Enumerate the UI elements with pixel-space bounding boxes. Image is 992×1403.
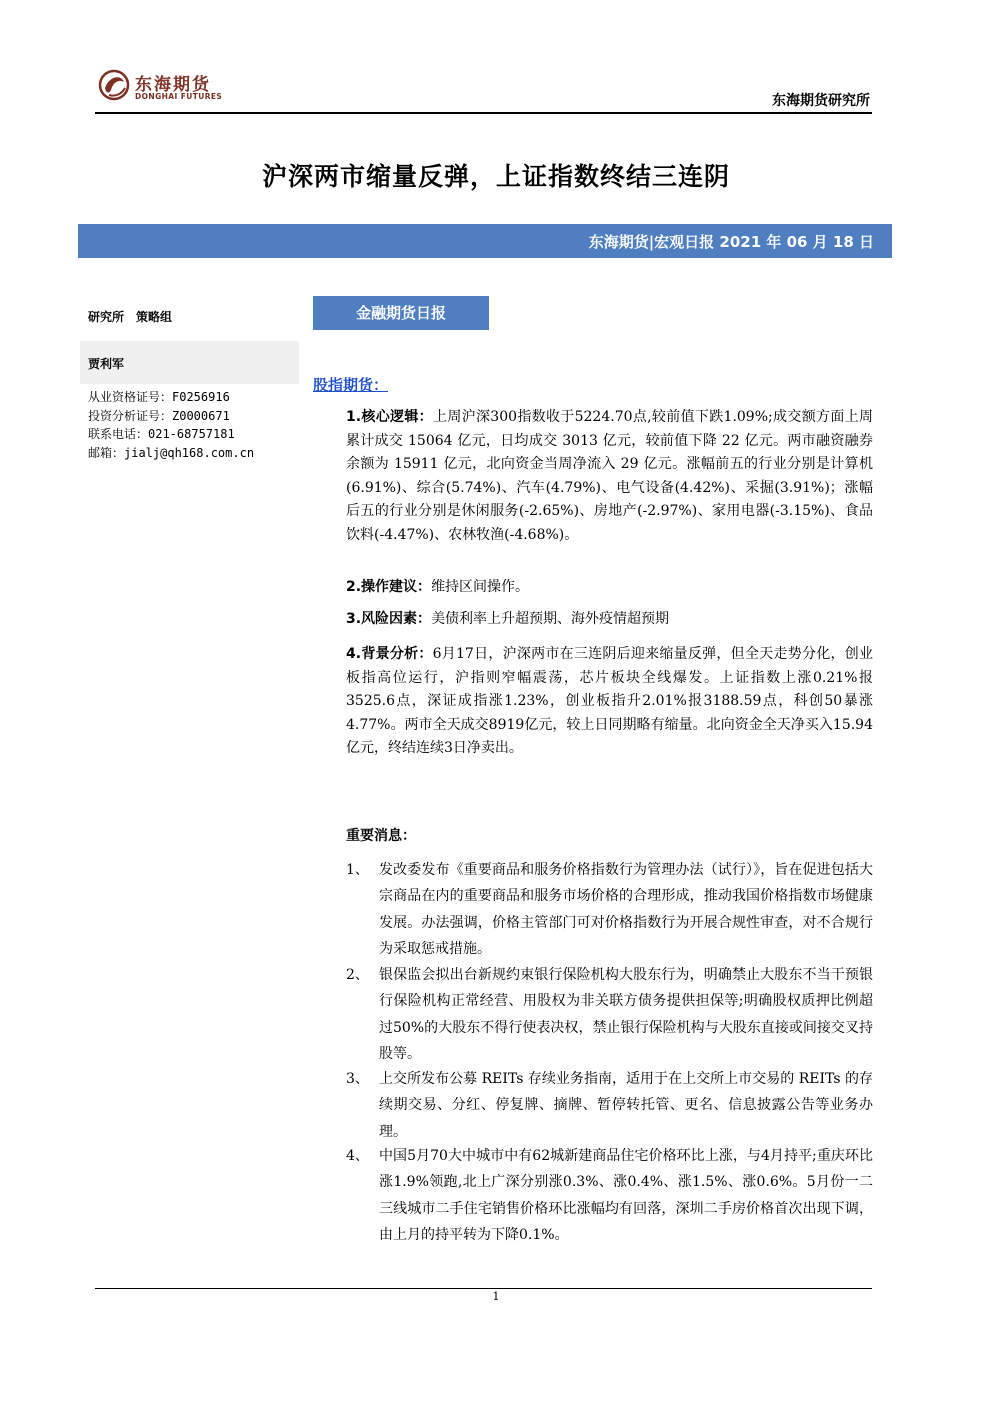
point-core-logic (346, 406, 873, 547)
news-item-text: 银保监会拟出台新规约束银行保险机构大股东行为，明确禁止大股东不当干预银行保险机构正常经营、用股权为非关联方债务提供担保等;明确股权质押比例超过50%的大股东不得行使表决权，禁止银行保险机构与大股东直接或间接交叉持股等。 (379, 967, 873, 1062)
sidebar-department (88, 308, 184, 325)
point-text: 维持区间操作。 (431, 579, 530, 595)
point-label: 4.背景分析： (346, 646, 433, 662)
report-title: 沪深两市缩量反弹，上证指数终结三连阴 (261, 162, 730, 191)
contact-phone: 联系电话：021-68757181 (88, 427, 235, 441)
news-item (346, 1066, 873, 1145)
news-item-text: 中国5月70大中城市中有62城新建商品住宅价格环比上涨，与4月持平;重庆环比涨1.9%领跑,北上广深分别涨0.3%、涨0.4%、涨1.5%、涨0.6%。5月份一二三线城市二手住宅销售价格环比涨幅均有回落，深圳二手房价格首次出现下调，由上月的持平转为下降0.1%。 (379, 1148, 873, 1243)
news-item-text: 上交所发布公募 REITs 存续业务指南，适用于在上交所上市交易的 REITs 的存续期交易、分红、停复牌、摘牌、暂停转托管、更名、信息披露公告等业务办理。 (379, 1071, 873, 1140)
dragon-logo-icon (97, 66, 131, 104)
page-number: 1 (492, 1290, 500, 1303)
qualification-number: 从业资格证号：F0256916 (88, 390, 230, 404)
news-item (346, 1143, 873, 1248)
logo-english-text: DONGHAI FUTURES (135, 92, 223, 101)
news-item-text: 发改委发布《重要商品和服务价格指数行为管理办法（试行）》，旨在促进包括大宗商品在内的重要商品和服务市场价格的合理形成，推动我国价格指数市场健康发展。办法强调，价格主管部门可对价格指数行为开展合规性审查，对不合规行为采取惩戒措施。 (379, 862, 873, 957)
news-item (346, 857, 873, 962)
point-operation-advice (346, 576, 873, 600)
news-item-number: 3、 (346, 1071, 369, 1087)
author-contact-info (88, 388, 254, 462)
institute-name: 东海期货研究所 (772, 93, 870, 109)
group-label: 策略组 (136, 310, 173, 324)
news-item-number: 4、 (346, 1148, 369, 1164)
company-logo (97, 66, 227, 106)
logo-chinese-text: 东海期货 (135, 75, 211, 95)
footer-divider (95, 1288, 872, 1289)
department-label: 研究所 (88, 310, 125, 324)
point-text: 上周沪深300指数收于5224.70点,较前值下跌1.09%;成交额方面上周累计成交 15064 亿元，日均成交 3013 亿元，较前值下降 22 亿元。两市融资融券余额为 15911 亿元，北向资金当周净流入 29 亿元。涨幅前五的行业分别是计算机(6.91%)、综合(5.74%)、汽车(4.79%)、电气设备(4.42%)、采掘(3.91%)；涨幅后五的行业分别是休闲服务(-2.65%)、房地产(-2.97%)、家用电器(-3.15%)、食品饮料(-4.47%)、农林牧渔(-4.68%)。 (346, 409, 873, 543)
point-label: 1.核心逻辑： (346, 409, 433, 425)
author-name: 贾利军 (88, 357, 125, 371)
point-label: 2.操作建议： (346, 579, 432, 595)
news-heading: 重要消息： (346, 828, 416, 844)
report-date-line: 东海期货|宏观日报 2021 年 06 月 18 日 (588, 233, 874, 251)
point-background-analysis (346, 643, 873, 761)
point-label: 3.风险因素： (346, 611, 432, 627)
author-box (80, 341, 299, 384)
point-text: 美债利率上升超预期、海外疫情超预期 (431, 611, 670, 627)
news-item-number: 2、 (346, 967, 369, 983)
section-tab-financial-futures: 金融期货日报 (313, 296, 489, 330)
section-heading-index-futures: 股指期货： (313, 376, 389, 394)
point-text: 6月17日，沪深两市在三连阴后迎来缩量反弹，但全天走势分化，创业板指高位运行，沪指则窄幅震荡，芯片板块全线爆发。上证指数上涨0.21%报3525.6点，深证成指涨1.23%，创业板指升2.01%报3188.59点，科创50暴涨4.77%。两市全天成交8919亿元，较上日同期略有缩量。北向资金全天净买入15.94亿元，终结连续3日净卖出。 (346, 646, 873, 756)
point-risk-factors (346, 608, 873, 632)
news-item (346, 962, 873, 1067)
news-item-number: 1、 (346, 862, 369, 878)
contact-email: 邮箱：jialj@qh168.com.cn (88, 445, 255, 460)
report-info-bar (78, 224, 892, 258)
header-divider (95, 112, 872, 114)
analyst-certificate-number: 投资分析证号：Z0000671 (88, 408, 230, 423)
